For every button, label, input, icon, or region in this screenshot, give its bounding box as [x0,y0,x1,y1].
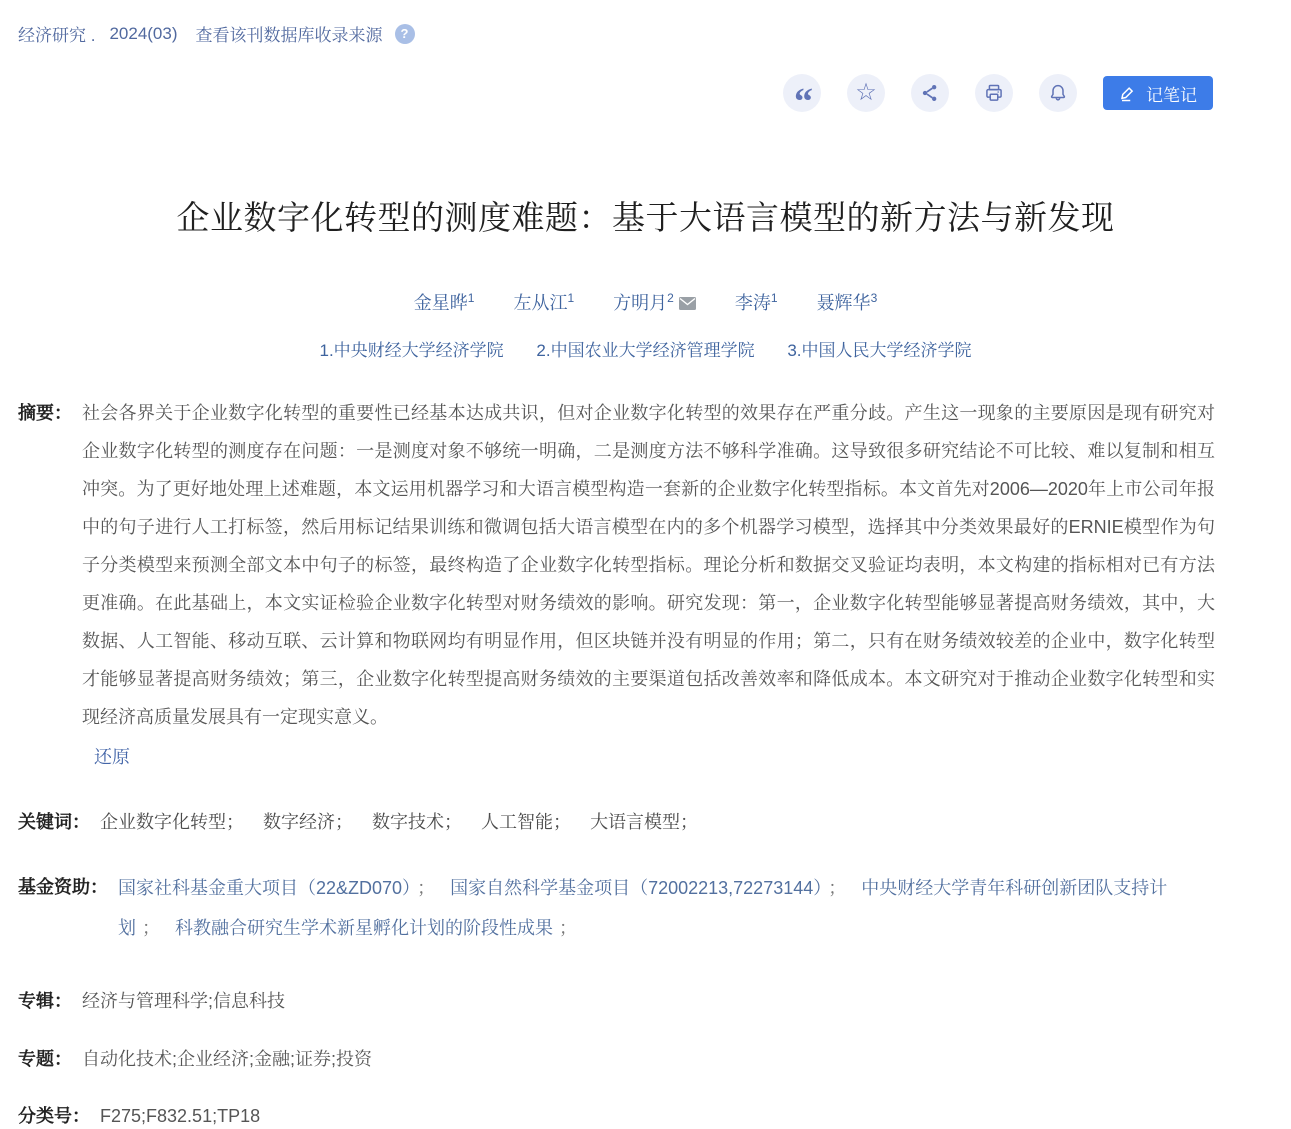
article-title: 企业数字化转型的测度难题：基于大语言模型的新方法与新发现 [176,199,1115,236]
funding-separator: ； [828,878,847,898]
clc-label: 分类号： [18,1106,90,1126]
alert-button[interactable] [1039,74,1077,112]
topic-section [18,1040,1215,1072]
action-toolbar [0,74,1213,123]
share-button[interactable] [911,74,949,112]
keyword-link[interactable]: 数字经济； [263,812,354,832]
abstract-label: 摘要： [18,403,72,423]
affiliations-row [0,336,1291,361]
funding-separator: ； [417,878,436,898]
author-link[interactable]: 左从江$^1$ [513,291,575,313]
take-note-button[interactable] [1103,76,1213,110]
topic-value: 自动化技术;企业经济;金融;证券;投资 [82,1049,373,1069]
pencil-icon [1119,84,1137,102]
affiliation-link[interactable]: 1.中央财经大学经济学院 [319,341,504,360]
favorite-button[interactable] [847,74,885,112]
bell-icon [1048,83,1068,103]
quote-icon: “ [794,80,810,123]
keyword-link[interactable]: 人工智能； [481,812,572,832]
keyword-link[interactable]: 企业数字化转型； [100,812,244,832]
abstract-text: 社会各界关于企业数字化转型的重要性已经基本达成共识，但对企业数字化转型的效果存在严重分歧。产生这一现象的主要原因是现有研究对企业数字化转型的测度存在问题：一是测度对象不够统一明确，二是测度方法不够科学准确。这导致很多研究结论不可比较、难以复制和相互冲突。为了更好地处理上述难题，本文运用机器学习和大语言模型构造一套新的企业数字化转型指标。本文首先对2006—2020年上市公司年报中的句子进行人工打标签，然后用标记结果训练和微调包括大语言模型在内的多个机器学习模型，选择其中分类效果最好的ERNIE模型作为句子分类模型来预测全部文本中句子的标签，最终构造了企业数字化转型指标。理论分析和数据交叉验证均表明，本文构建的指标相对已有方法更准确。在此基础上，本文实证检验企业数字化转型对财务绩效的影响。研究发现：第一，企业数字化转型能够显著提高财务绩效，其中，大数据、人工智能、移动互联、云计算和物联网均有明显作用，但区块链并没有明显的作用；第二，只有在财务绩效较差的企业中，数字化转型才能够显著提高财务绩效；第三，企业数字化转型提高财务绩效的主要渠道包括改善效率和降低成本。本文研究对于推动企业数字化转型和实现经济高质量发展具有一定现实意义。 [82,403,1215,727]
funding-section [18,868,1215,948]
funding-separator: ； [559,918,578,938]
journal-info-row [0,0,1291,46]
authors-row [0,289,1291,315]
journal-source-link[interactable]: 查看该刊数据库收录来源 [195,26,383,45]
star-icon: ☆ [855,79,877,106]
print-button[interactable] [975,74,1013,112]
funding-label: 基金资助： [18,877,108,897]
topic-label: 专题： [18,1049,72,1069]
album-label: 专辑： [18,991,72,1011]
album-section [18,982,1215,1014]
clc-section [18,1097,1215,1129]
clc-value: F275;F832.51;TP18 [100,1106,261,1126]
journal-name-link[interactable]: 经济研究 . [18,26,96,45]
help-icon[interactable]: ? [395,24,415,44]
restore-link[interactable]: 还原 [94,747,130,767]
affiliation-link[interactable]: 2.中国农业大学经济管理学院 [536,341,755,360]
journal-issue-link[interactable]: 2024(03) [109,23,178,43]
keywords-section [18,803,1215,841]
author-link[interactable]: 聂辉华$^3$ [816,291,878,313]
share-icon [920,83,940,103]
album-value: 经济与管理科学;信息科技 [82,991,285,1011]
author-link[interactable]: 金星晔$^1$ [413,291,475,313]
abstract-section [18,394,1215,776]
funding-link[interactable]: 科教融合研究生学术新星孵化计划的阶段性成果 [175,918,554,938]
funding-link[interactable]: 国家社科基金重大项目（22&ZD070） [118,878,412,898]
funding-separator: ； [142,918,160,938]
corresponding-author-email-icon[interactable] [679,297,696,310]
keywords-label: 关键词： [18,812,90,832]
printer-icon [984,83,1004,103]
take-note-label: 记笔记 [1146,85,1197,105]
author-link[interactable]: 方明月$^2$ [613,293,696,313]
affiliation-link[interactable]: 3.中国人民大学经济学院 [787,341,972,360]
funding-link[interactable]: 中央财经大学青年科研创新团队支持计划 [118,878,1168,938]
funding-link[interactable]: 国家自然科学基金项目（72002213,72273144） [450,878,823,898]
author-link[interactable]: 李涛$^1$ [734,291,778,313]
keyword-link[interactable]: 大语言模型； [590,812,699,832]
quote-button[interactable] [783,74,821,123]
keyword-link[interactable]: 数字技术； [372,812,463,832]
